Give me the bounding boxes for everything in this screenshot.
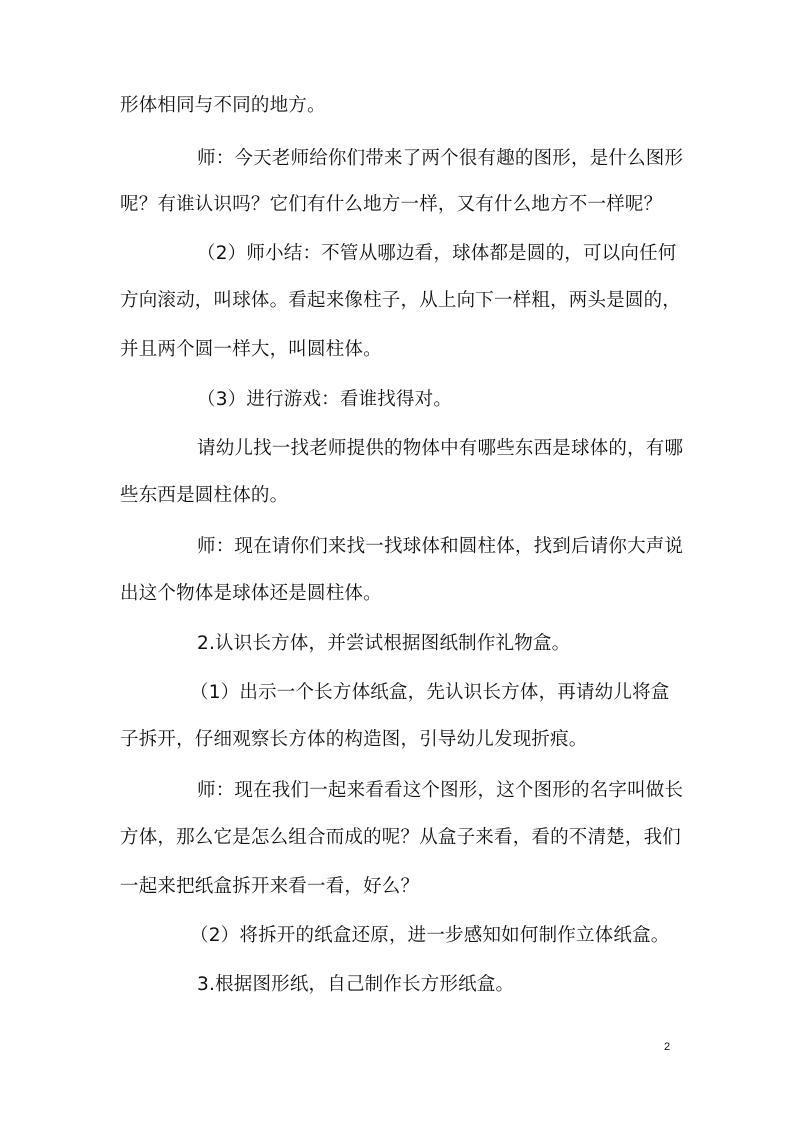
- section-heading: 3.根据图形纸，自己制作长方形纸盒。: [197, 974, 515, 995]
- paragraph-line: 一起来把纸盒拆开来看一看，好么？: [120, 876, 420, 897]
- paragraph-line: 呢？有谁认识吗？它们有什么地方一样，又有什么地方不一样呢？: [120, 194, 663, 215]
- paragraph-line: （3）进行游戏：看谁找得对。: [197, 389, 453, 410]
- paragraph-line: （2）师小结：不管从哪边看，球体都是圆的，可以向任何: [197, 243, 677, 264]
- paragraph-line: 方向滚动，叫球体。看起来像柱子，从上向下一样粗，两头是圆的，: [120, 290, 682, 311]
- paragraph-line: （1）出示一个长方体纸盒，先认识长方体，再请幼儿将盒: [190, 682, 670, 703]
- paragraph-line: （2）将拆开的纸盒还原，进一步感知如何制作立体纸盒。: [190, 925, 670, 946]
- paragraph-line: 师：今天老师给你们带来了两个很有趣的图形，是什么图形: [197, 148, 684, 169]
- paragraph-line: 请幼儿找一找老师提供的物体中有哪些东西是球体的，有哪: [197, 438, 684, 459]
- paragraph-line: 并且两个圆一样大，叫圆柱体。: [120, 339, 382, 360]
- section-heading: 2.认识长方体，并尝试根据图纸制作礼物盒。: [197, 633, 571, 654]
- paragraph-line: 出这个物体是球体还是圆柱体。: [120, 583, 382, 604]
- page-number: 2: [664, 1041, 671, 1053]
- paragraph-line: 形体相同与不同的地方。: [120, 95, 326, 116]
- paragraph-line: 子拆开，仔细观察长方体的构造图，引导幼儿发现折痕。: [120, 729, 588, 750]
- paragraph-line: 师：现在我们一起来看看这个图形，这个图形的名字叫做长: [197, 780, 684, 801]
- paragraph-line: 师：现在请你们来找一找球体和圆柱体，找到后请你大声说: [197, 536, 684, 557]
- paragraph-line: 方体，那么它是怎么组合而成的呢？从盒子来看，看的不清楚，我们: [120, 827, 682, 848]
- paragraph-line: 些东西是圆柱体的。: [120, 485, 289, 506]
